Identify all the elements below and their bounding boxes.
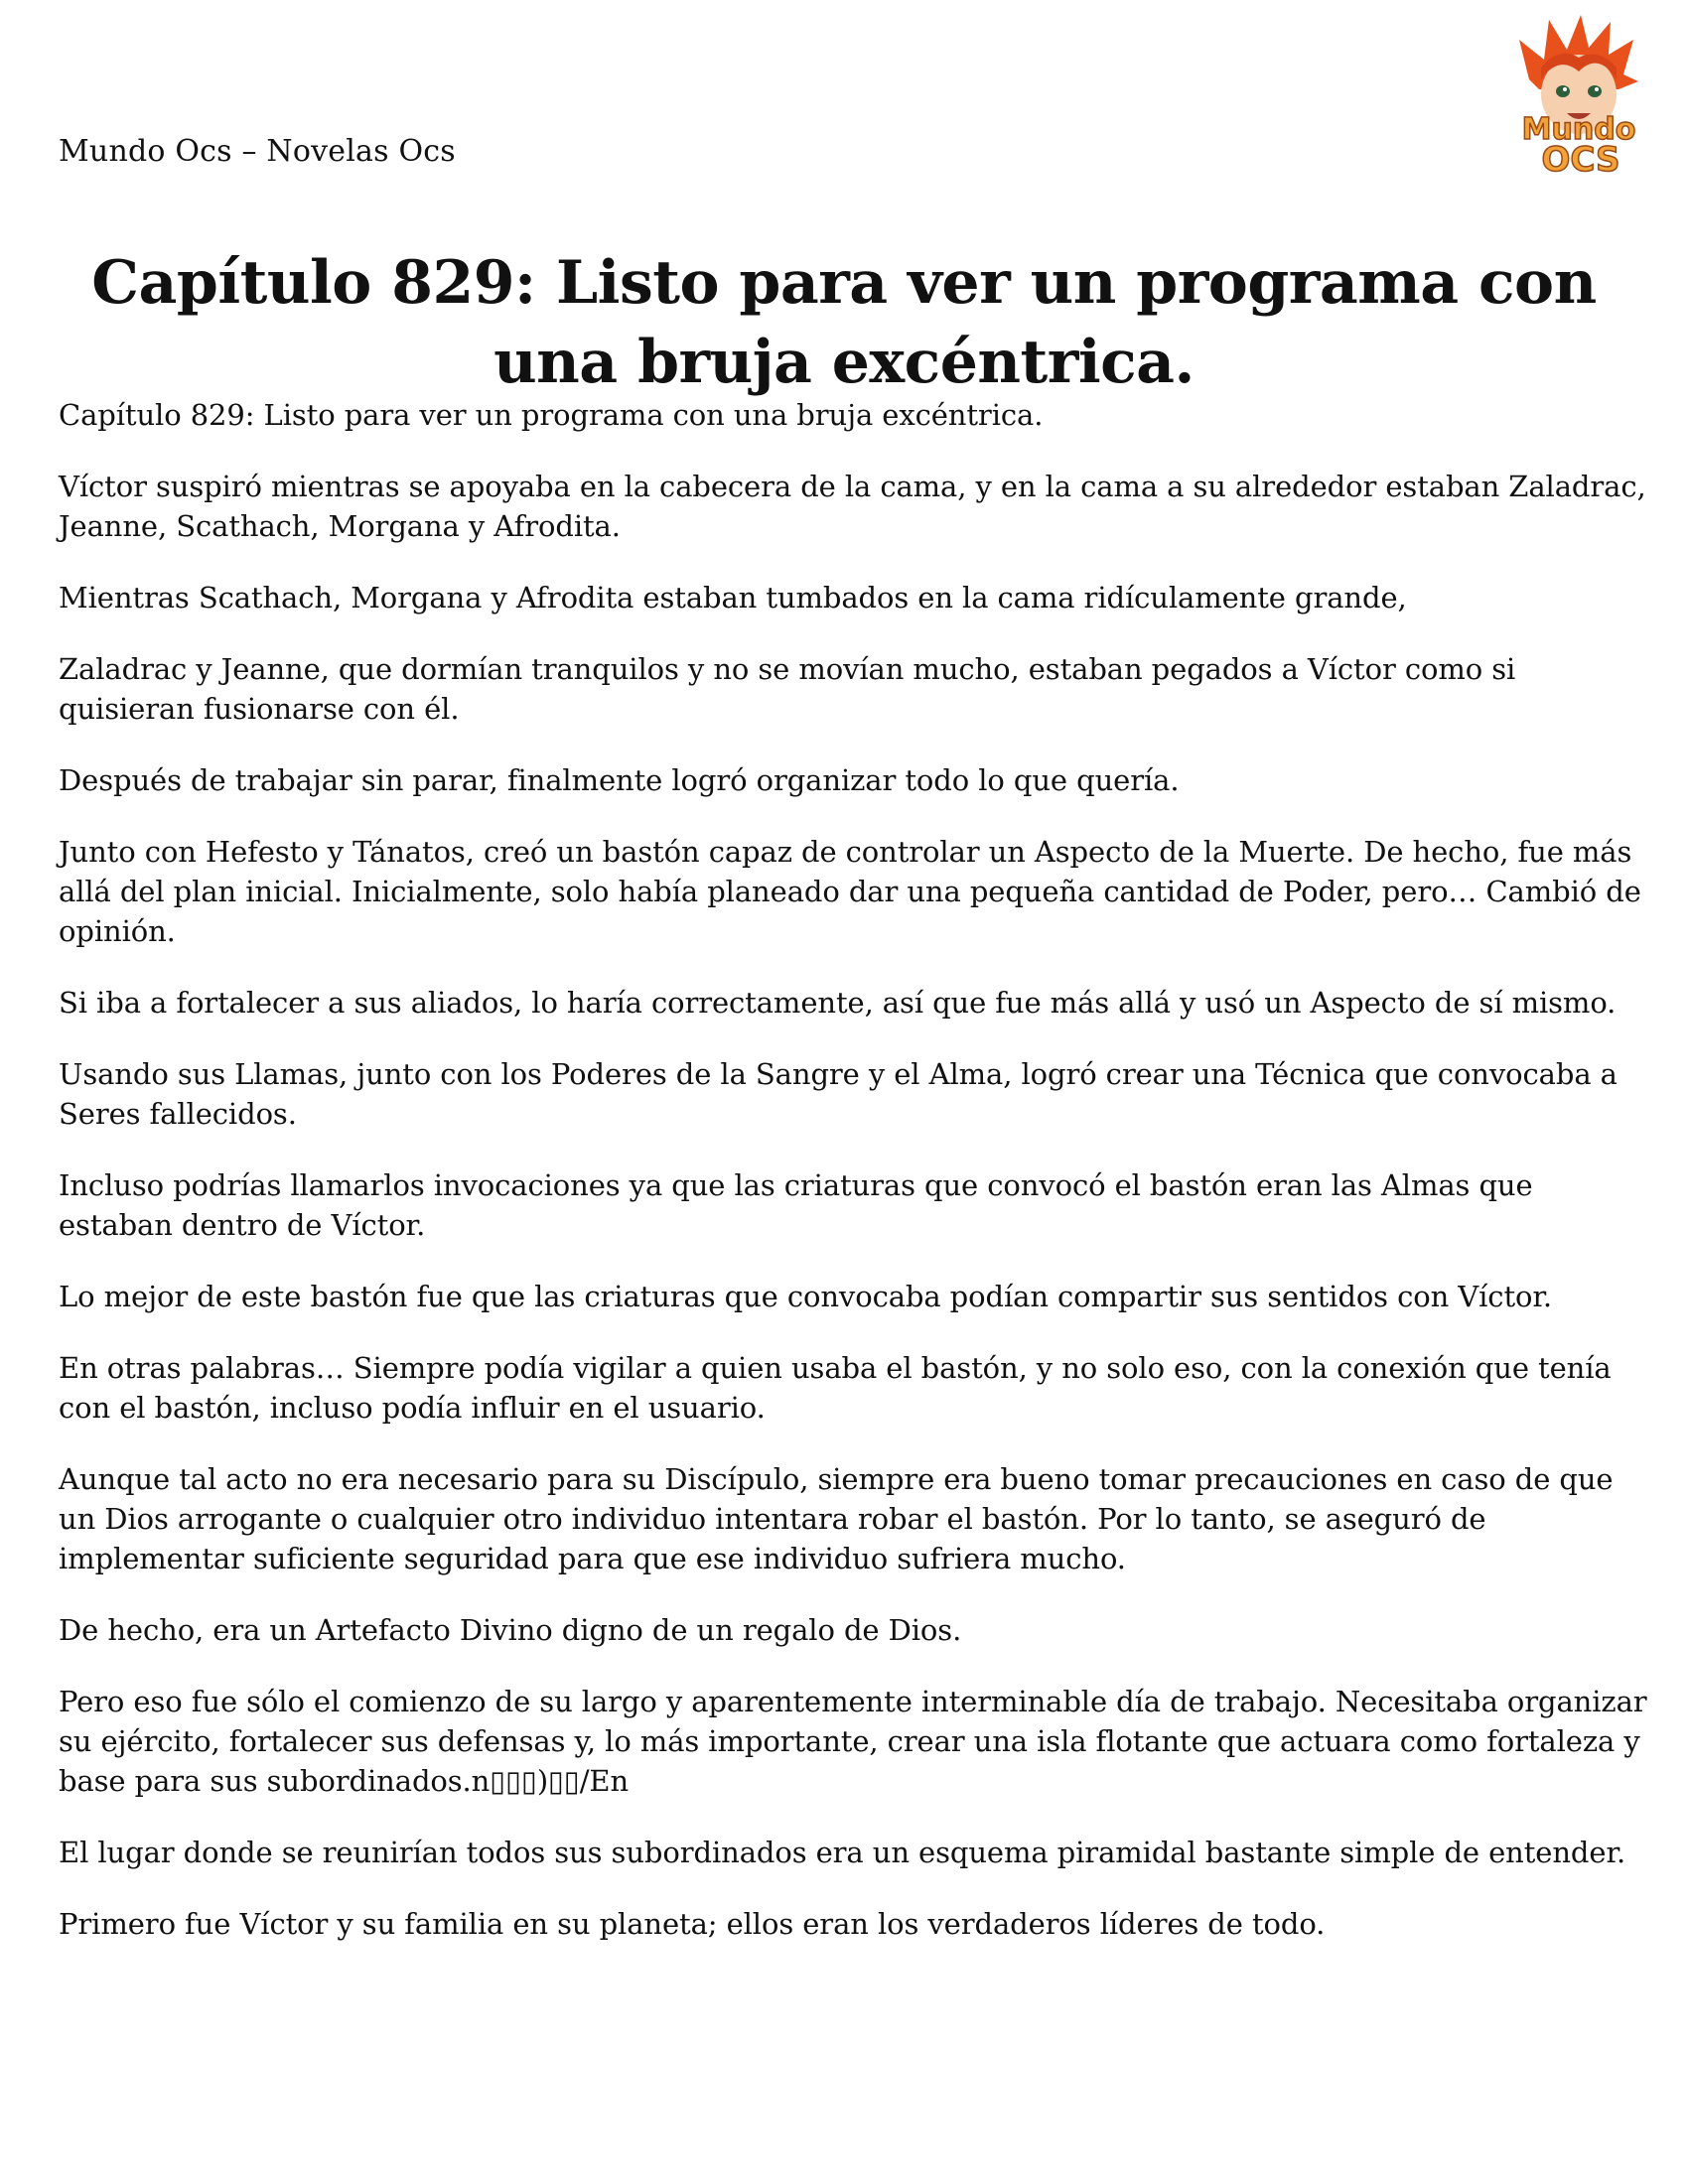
paragraph: Aunque tal acto no era necesario para su Discípulo, siempre era bueno tomar precauciones en caso de que un Dios arrogante o cualquier otro individuo intentara robar el bastón. Por lo tanto, se aseguró de implementar suficiente seguridad para que ese individuo sufriera mucho. bbox=[59, 1462, 1614, 1575]
paragraph: Usando sus Llamas, junto con los Poderes de la Sangre y el Alma, logró crear una Técnica que convocaba a Seres fallecidos. bbox=[59, 1057, 1618, 1131]
paragraph: Capítulo 829: Listo para ver un programa con una bruja excéntrica. bbox=[59, 398, 1044, 432]
paragraph: Víctor suspiró mientras se apoyaba en la cabecera de la cama, y en la cama a su alrededor estaban Zaladrac, Jeanne, Scathach, Morgana y Afrodita. bbox=[59, 470, 1646, 543]
paragraph: En otras palabras… Siempre podía vigilar a quien usaba el bastón, y no solo eso, con la conexión que tenía con el bastón, incluso podía influir en el usuario. bbox=[59, 1351, 1612, 1425]
paragraph: Mientras Scathach, Morgana y Afrodita estaban tumbados en la cama ridículamente grande, bbox=[59, 581, 1407, 614]
paragraph: Junto con Hefesto y Tánatos, creó un bastón capaz de controlar un Aspecto de la Muerte. De hecho, fue más allá del plan inicial. Inicialmente, solo había planeado dar una pequeña cantidad de Poder, pero… Cambió de opinión. bbox=[59, 835, 1641, 948]
paragraph: El lugar donde se reunirían todos sus subordinados era un esquema piramidal bastante simple de entender. bbox=[59, 1836, 1626, 1869]
site-header-label: Mundo Ocs – Novelas Ocs bbox=[59, 134, 456, 169]
paragraph: Zaladrac y Jeanne, que dormían tranquilos y no se movían mucho, estaban pegados a Víctor como si quisieran fusionarse con él. bbox=[59, 652, 1516, 726]
paragraph: Primero fue Víctor y su familia en su planeta; ellos eran los verdaderos líderes de todo. bbox=[59, 1907, 1326, 1941]
paragraph: Después de trabajar sin parar, finalmente logró organizar todo lo que quería. bbox=[59, 763, 1180, 797]
logo-text-mundo: Mundo bbox=[1521, 112, 1636, 147]
chapter-body bbox=[59, 395, 1647, 1976]
paragraph: De hecho, era un Artefacto Divino digno de un regalo de Dios. bbox=[59, 1613, 962, 1647]
paragraph: Lo mejor de este bastón fue que las criaturas que convocaba podían compartir sus sentidos con Víctor. bbox=[59, 1280, 1553, 1313]
logo-text-ocs: OCS bbox=[1541, 140, 1620, 179]
paragraph: Incluso podrías llamarlos invocaciones ya que las criaturas que convocó el bastón eran las Almas que estaban dentro de Víctor. bbox=[59, 1168, 1533, 1242]
mundo-ocs-logo bbox=[1489, 10, 1668, 179]
paragraph: Si iba a fortalecer a sus aliados, lo haría correctamente, así que fue más allá y usó un Aspecto de sí mismo. bbox=[59, 986, 1617, 1020]
chapter-title: Capítulo 829: Listo para ver un programa con una bruja excéntrica. bbox=[91, 248, 1597, 398]
paragraph: Pero eso fue sólo el comienzo de su largo y aparentemente interminable día de trabajo. Necesitaba organizar su ejército, fortalecer sus defensas y, lo más importante, crear una isla flotante que actuara como fortaleza y base para sus subordinados.n▯▯▯)▯▯/En bbox=[59, 1685, 1647, 1798]
